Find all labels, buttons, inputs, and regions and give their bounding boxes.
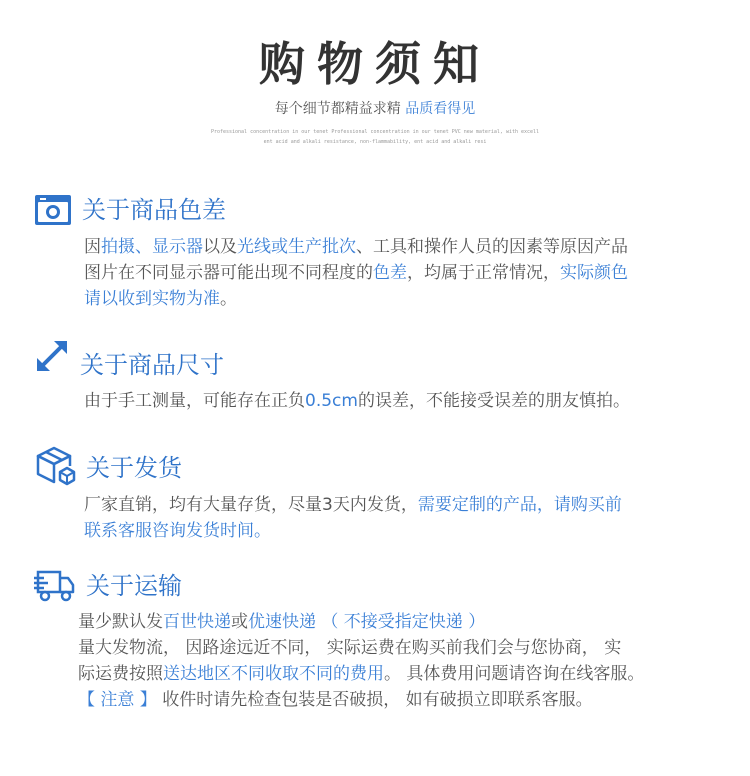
text-line bbox=[84, 234, 628, 260]
camera-icon bbox=[34, 194, 72, 230]
text-line bbox=[78, 687, 644, 713]
body-text: 量少默认发 bbox=[78, 612, 163, 632]
text-line bbox=[78, 609, 644, 635]
highlight-text: 色差 bbox=[373, 263, 407, 283]
body-text: ，均属于正常情况， bbox=[407, 263, 560, 283]
page-title: 购物须知 bbox=[259, 37, 491, 91]
body-text: 厂家直销，均有大量存货，尽量3天内发货， bbox=[84, 495, 418, 515]
highlight-text: 送达地区不同收取不同的费用 bbox=[163, 664, 384, 684]
body-text: 际运费按照 bbox=[78, 664, 163, 684]
body-text: 以及 bbox=[203, 237, 237, 257]
body-text: 。 具体费用问题请咨询在线客服。 bbox=[384, 664, 645, 684]
highlight-text: 联系客服咨询发货时间。 bbox=[84, 521, 271, 541]
body-text: 量大发物流， 因路途远近不同， 实际运费在购买前我们会与您协商， 实 bbox=[78, 638, 622, 658]
tiny-english-line-2: ent acid and alkali resistance, non-flammability, ent acid and alkali resi bbox=[263, 139, 487, 145]
highlight-text: 【 注意 】 bbox=[78, 690, 157, 710]
text-line bbox=[84, 286, 628, 312]
body-text: 的误差，不能接受误差的朋友慎拍。 bbox=[357, 391, 630, 411]
delivery-truck-icon bbox=[34, 568, 76, 608]
package-box-icon bbox=[34, 444, 78, 490]
highlight-text: 请以收到实物为准 bbox=[84, 289, 220, 309]
highlight-text: 需要定制的产品，请购买前 bbox=[417, 495, 622, 515]
resize-arrow-icon bbox=[34, 338, 70, 378]
section-title-color: 关于商品色差 bbox=[82, 196, 226, 224]
highlight-text: 百世快递 bbox=[163, 612, 231, 632]
text-line bbox=[84, 492, 622, 518]
body-text: 图片在不同显示器可能出现不同程度的 bbox=[84, 263, 373, 283]
highlight-text: 0.5cm bbox=[305, 391, 358, 411]
text-line bbox=[84, 260, 628, 286]
highlight-text: 光线或生产批次 bbox=[237, 237, 356, 257]
section-text-size bbox=[84, 388, 630, 414]
section-text-shipping bbox=[84, 492, 622, 544]
section-title-size: 关于商品尺寸 bbox=[80, 351, 224, 379]
body-text: 因 bbox=[84, 237, 101, 257]
body-text: 。 bbox=[220, 289, 237, 309]
highlight-text: 优速快递 bbox=[248, 612, 316, 632]
body-text: 由于手工测量，可能存在正负 bbox=[84, 391, 305, 411]
body-text: 收件时请先检查包装是否破损， 如有破损立即联系客服。 bbox=[156, 690, 593, 710]
highlight-text: （ 不接受指定快递 ） bbox=[316, 612, 486, 632]
section-title-shipping: 关于发货 bbox=[86, 454, 182, 482]
text-line bbox=[78, 635, 644, 661]
body-text: 或 bbox=[231, 612, 248, 632]
page-subtitle bbox=[0, 100, 750, 118]
body-text: 、工具和操作人员的因素等原因产品 bbox=[356, 237, 628, 257]
text-line bbox=[78, 661, 644, 687]
subtitle-text: 每个细节都精益求精 bbox=[274, 101, 406, 117]
section-title-transport: 关于运输 bbox=[86, 572, 182, 600]
tiny-english-line-1: Professional concentration in our tenet Professional concentration in our tenet PVC new material, with excell bbox=[210, 129, 540, 135]
section-text-transport bbox=[78, 609, 644, 713]
section-text-color bbox=[84, 234, 628, 312]
text-line bbox=[84, 388, 630, 414]
highlight-text: 拍摄、显示器 bbox=[101, 237, 203, 257]
highlight-text: 实际颜色 bbox=[560, 263, 628, 283]
text-line bbox=[84, 518, 622, 544]
subtitle-highlight: 品质看得见 bbox=[405, 101, 476, 117]
